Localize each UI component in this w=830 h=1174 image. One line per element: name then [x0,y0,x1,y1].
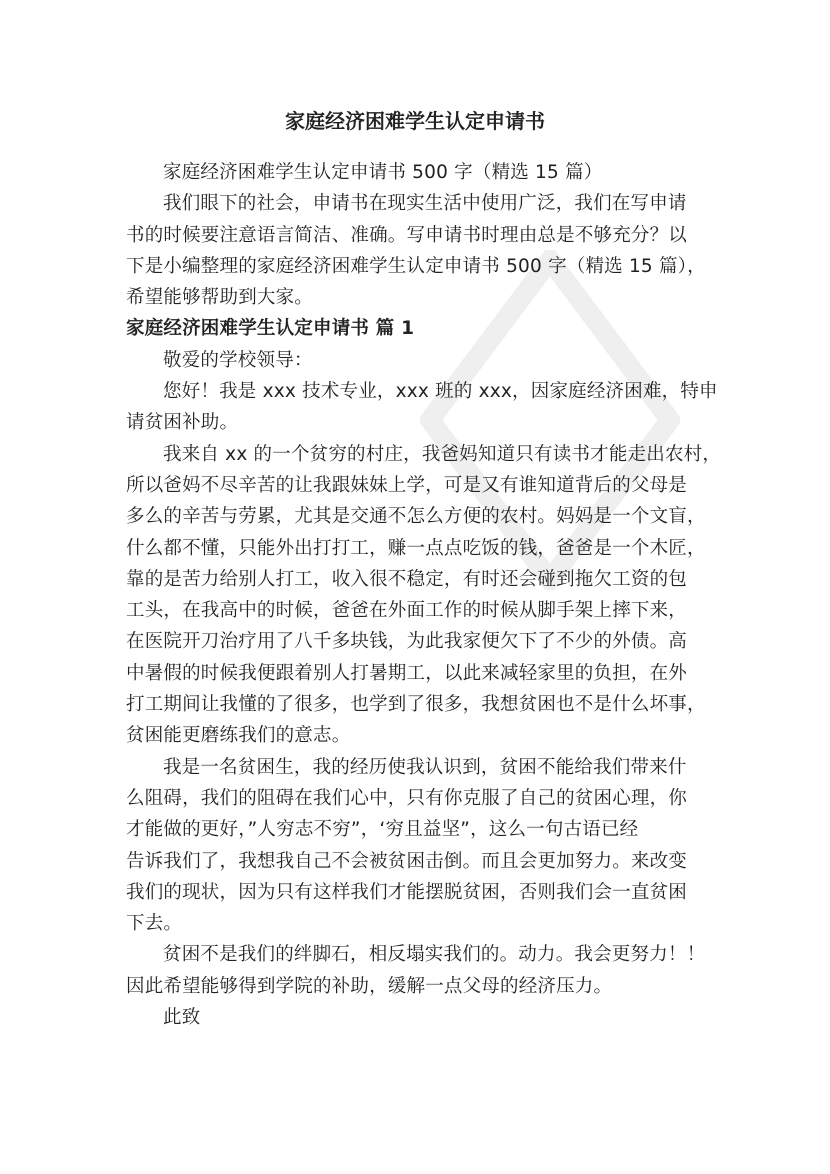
paragraph-line: 敬爱的学校领导： [163,349,313,371]
paragraph-line: 请贫困补助。 [126,412,239,434]
paragraph-line: 因此希望能够得到学院的补助，缓解一点父母的经济压力。 [126,975,613,997]
paragraph-line: 才能做的更好，”人穷志不穷”，‘穷且益坚”，这么一句古语已经 [126,819,639,841]
paragraph-line: 我们的现状，因为只有这样我们才能摆脱贫困，否则我们会一直贫困 [126,881,688,903]
paragraph-line: 贫困能更磨练我们的意志。 [126,725,351,747]
paragraph-line: 靠的是苦力给别人打工，收入很不稳定，有时还会碰到拖欠工资的包 [126,568,688,590]
paragraph-line: 多么的辛苦与劳累，尤其是交通不怎么方便的农村。妈妈是一个文盲， [126,506,706,528]
paragraph-line: 我们眼下的社会，申请书在现实生活中使用广泛，我们在写申请 [163,193,687,215]
paragraph-line: 我来自 xx 的一个贫穷的村庄，我爸妈知道只有读书才能走出农村， [163,443,722,465]
paragraph-line: 在医院开刀治疗用了八千多块钱，为此我家便欠下了不少的外债。高 [126,631,688,653]
section-heading: 家庭经济困难学生认定申请书 篇 1 [126,318,415,340]
paragraph-line: 下去。 [126,913,183,935]
paragraph-line: 贫困不是我们的绊脚石，相反塌实我们的。动力。我会更努力！！ [163,944,706,966]
paragraph-line: 希望能够帮助到大家。 [126,287,314,309]
paragraph-line: 下是小编整理的家庭经济困难学生认定申请书 500 字（精选 15 篇）， [126,255,706,277]
paragraph-line: 家庭经济困难学生认定申请书 500 字（精选 15 篇） [163,162,603,183]
paragraph-line: 书的时候要注意语言简洁、准确。写申请书时理由总是不够充分？以 [126,224,688,246]
paragraph-line: 所以爸妈不尽辛苦的让我跟妹妹上学，可是又有谁知道背后的父母是 [126,474,688,496]
paragraph-line: 打工期间让我懂的了很多，也学到了很多，我想贫困也不是什么坏事， [126,694,706,716]
paragraph-line: 么阻碍，我们的阻碍在我们心中，只有你克服了自己的贫困心理，你 [126,787,688,809]
paragraph-line: 工头，在我高中的时候，爸爸在外面工作的时候从脚手架上摔下来， [126,600,688,622]
document-body [126,157,726,1033]
paragraph-line: 此致 [163,1007,201,1029]
paragraph-line: 中暑假的时候我便跟着别人打暑期工，以此来减轻家里的负担，在外 [126,662,688,684]
document-title: 家庭经济困难学生认定申请书 [285,109,545,133]
paragraph-line: 您好！我是 xxx 技术专业，xxx 班的 xxx，因家庭经济困难，特申 [163,381,718,403]
paragraph-line: 我是一名贫困生，我的经历使我认识到，贫困不能给我们带来什 [163,756,687,778]
paragraph-line: 什么都不懂，只能外出打打工，赚一点点吃饭的钱，爸爸是一个木匠， [126,537,706,559]
paragraph-line: 告诉我们了，我想我自己不会被贫困击倒。而且会更加努力。来改变 [126,850,688,872]
